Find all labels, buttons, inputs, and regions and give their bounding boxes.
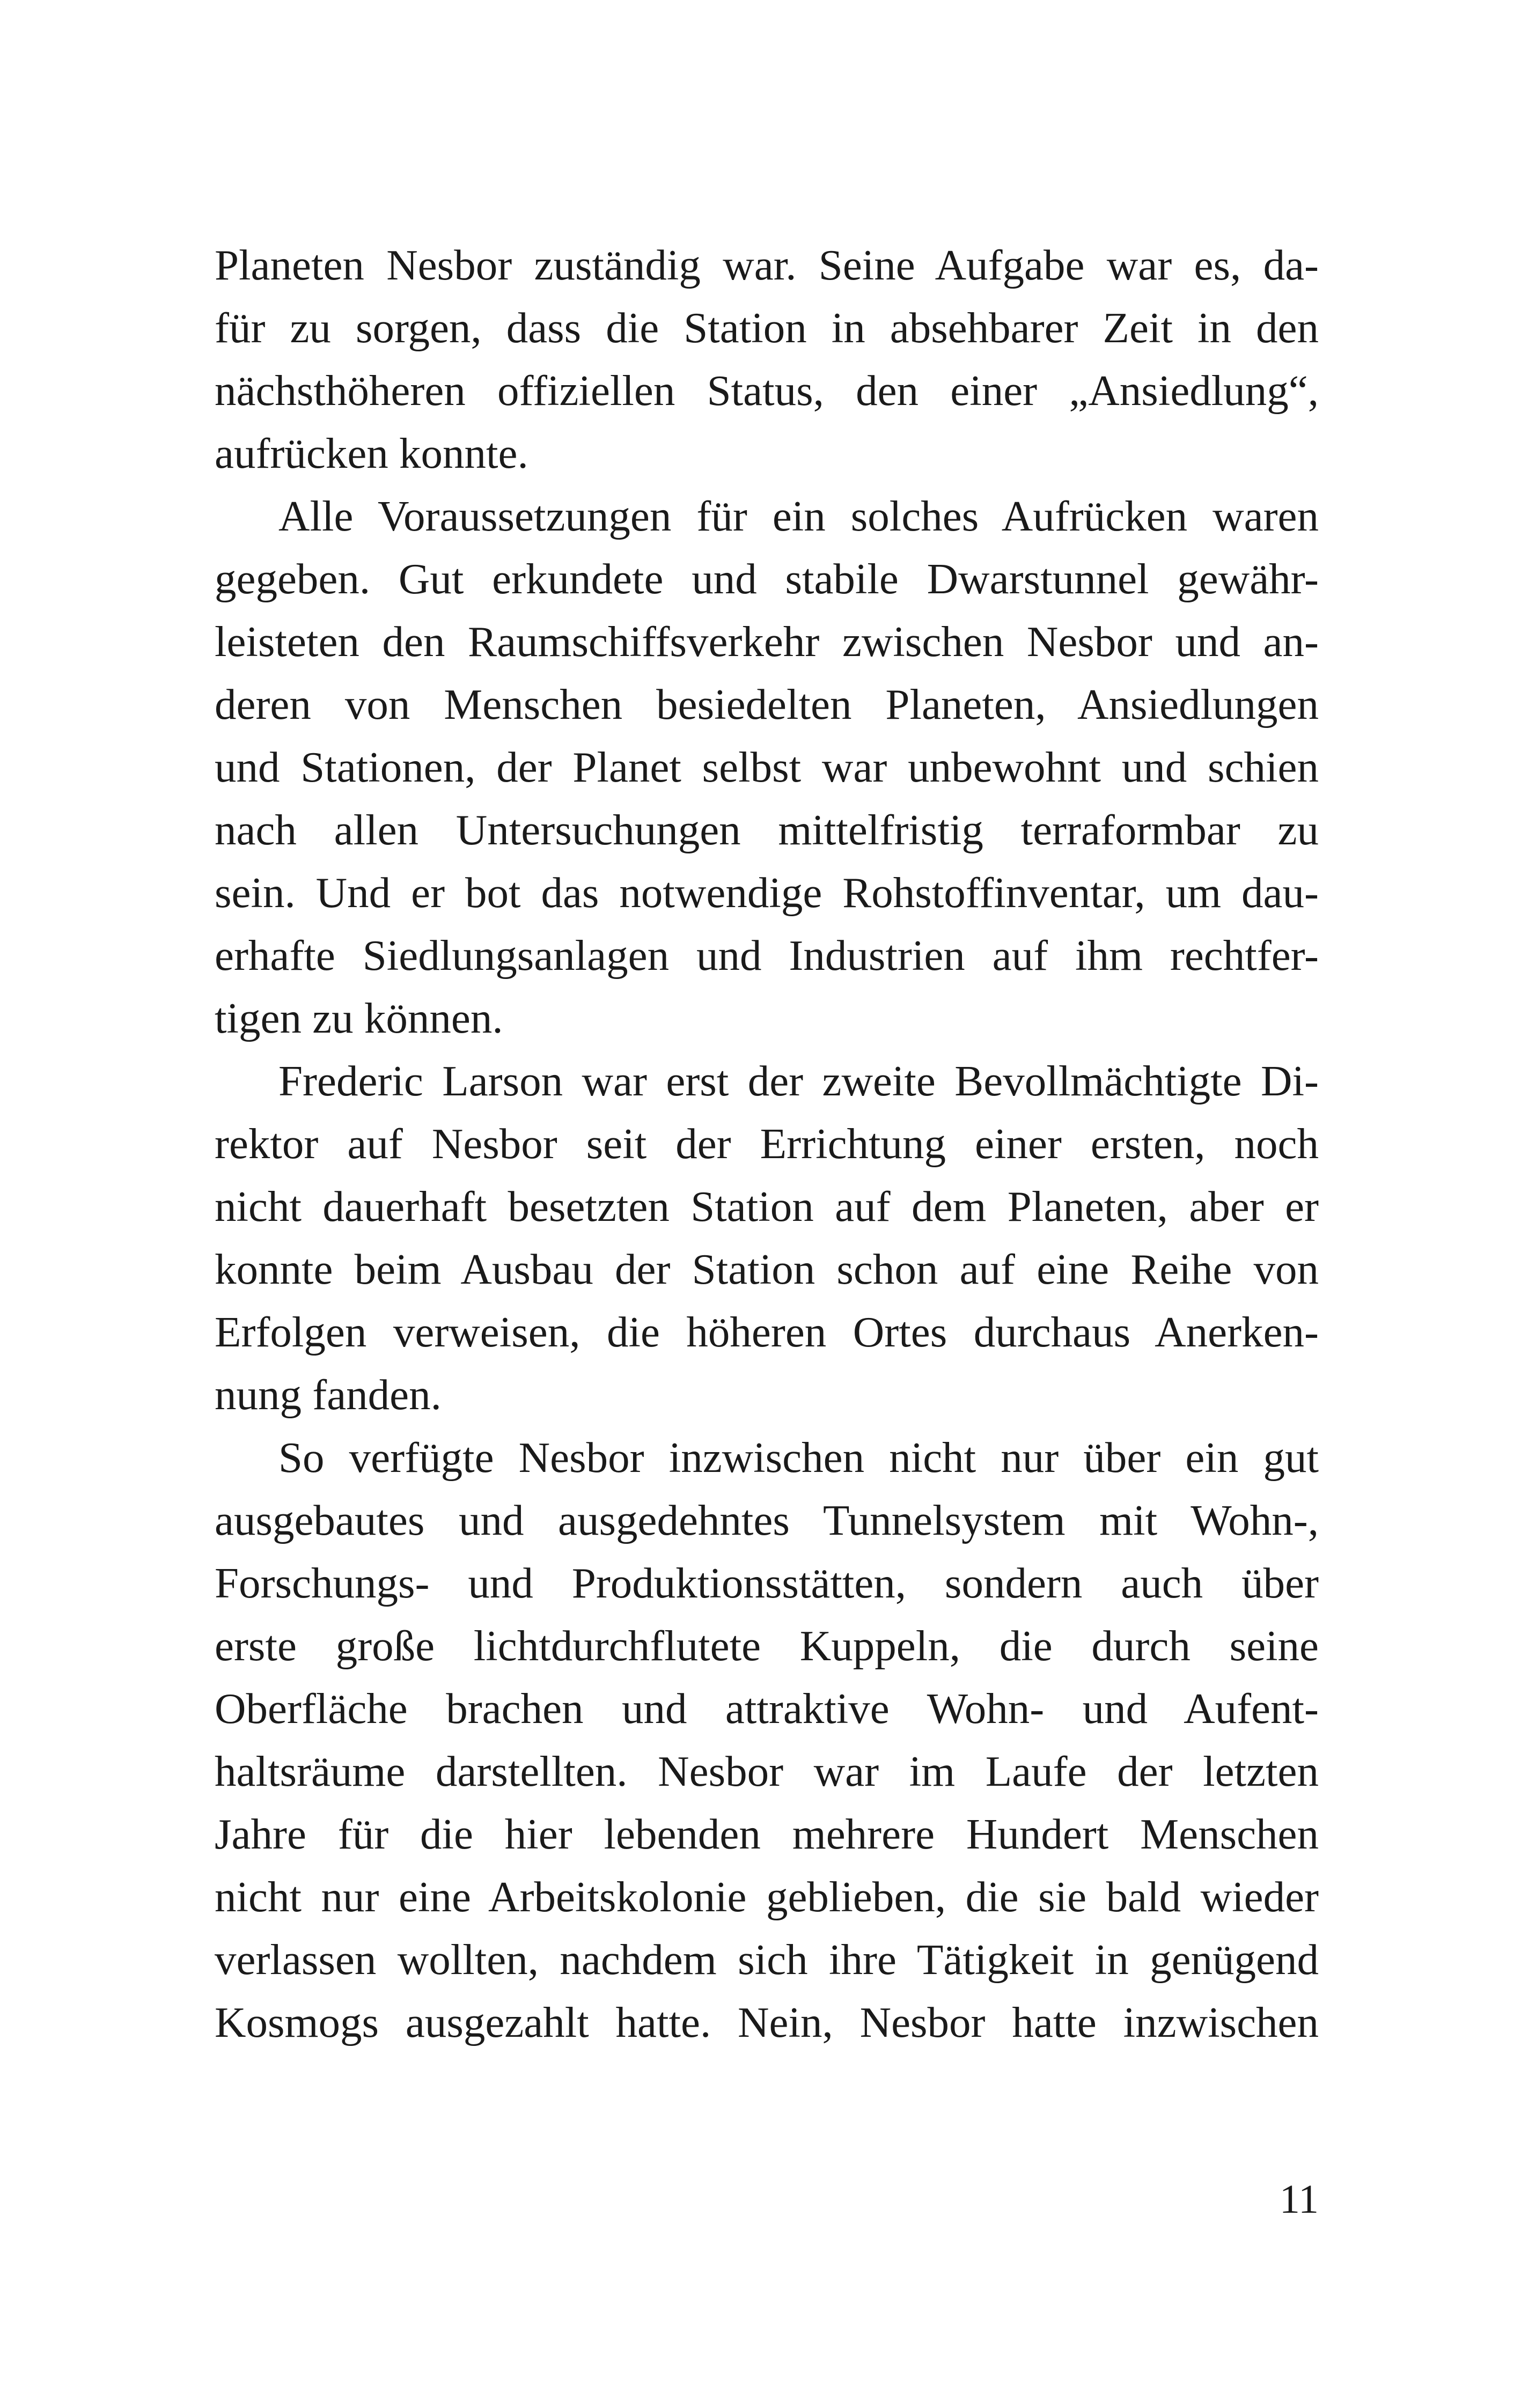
text-line: Forschungs- und Produktionsstätten, sondern auch über <box>215 1559 1319 1607</box>
text-line: nächsthöheren offiziellen Status, den einer „Ansiedlung“, <box>215 366 1319 415</box>
text-line: konnte beim Ausbau der Station schon auf eine Reihe von <box>215 1245 1319 1293</box>
text-line: Planeten Nesbor zuständig war. Seine Aufgabe war es, da- <box>215 241 1319 289</box>
paragraph <box>215 234 1319 485</box>
text-line: Alle Voraussetzungen für ein solches Aufrücken waren <box>278 492 1319 540</box>
body-text <box>215 234 1319 2054</box>
text-line: rektor auf Nesbor seit der Errichtung einer ersten, noch <box>215 1120 1319 1168</box>
text-line: gegeben. Gut erkundete und stabile Dwarstunnel gewähr- <box>215 555 1319 603</box>
text-line: verlassen wollten, nachdem sich ihre Tätigkeit in genügend <box>215 1935 1319 1984</box>
text-line: haltsräume darstellten. Nesbor war im Laufe der letzten <box>215 1747 1319 1795</box>
text-line: Kosmogs ausgezahlt hatte. Nein, Nesbor hatte inzwischen <box>215 1998 1319 2046</box>
text-line: Jahre für die hier lebenden mehrere Hundert Menschen <box>215 1810 1319 1858</box>
text-line: erste große lichtdurchflutete Kuppeln, die durch seine <box>215 1622 1319 1670</box>
text-line: Frederic Larson war erst der zweite Bevollmächtigte Di- <box>278 1057 1319 1105</box>
text-line: tigen zu können. <box>215 994 503 1042</box>
text-line: erhafte Siedlungsanlagen und Industrien auf ihm rechtfer- <box>215 931 1319 980</box>
text-line: sein. Und er bot das notwendige Rohstoffinventar, um dau- <box>215 868 1319 917</box>
text-line: aufrücken konnte. <box>215 429 528 477</box>
text-line: Erfolgen verweisen, die höheren Ortes durchaus Anerken- <box>215 1308 1319 1356</box>
page-number: 11 <box>1279 2177 1319 2222</box>
paragraph <box>215 1050 1319 1426</box>
text-line: nicht dauerhaft besetzten Station auf dem Planeten, aber er <box>215 1182 1319 1231</box>
text-line: ausgebautes und ausgedehntes Tunnelsystem mit Wohn-, <box>215 1496 1319 1544</box>
text-line: nach allen Untersuchungen mittelfristig terraformbar zu <box>215 806 1319 854</box>
text-line: So verfügte Nesbor inzwischen nicht nur über ein gut <box>278 1433 1319 1482</box>
text-line: für zu sorgen, dass die Station in absehbarer Zeit in den <box>215 304 1319 352</box>
text-line: und Stationen, der Planet selbst war unbewohnt und schien <box>215 743 1319 791</box>
paragraph <box>215 485 1319 1050</box>
text-line: leisteten den Raumschiffsverkehr zwischen Nesbor und an- <box>215 617 1319 666</box>
text-line: nicht nur eine Arbeitskolonie geblieben, die sie bald wieder <box>215 1873 1319 1921</box>
text-line: nung fanden. <box>215 1371 442 1419</box>
text-line: Oberfläche brachen und attraktive Wohn- und Aufent- <box>215 1684 1319 1733</box>
text-line: deren von Menschen besiedelten Planeten, Ansiedlungen <box>215 680 1319 728</box>
paragraph <box>215 1426 1319 2054</box>
